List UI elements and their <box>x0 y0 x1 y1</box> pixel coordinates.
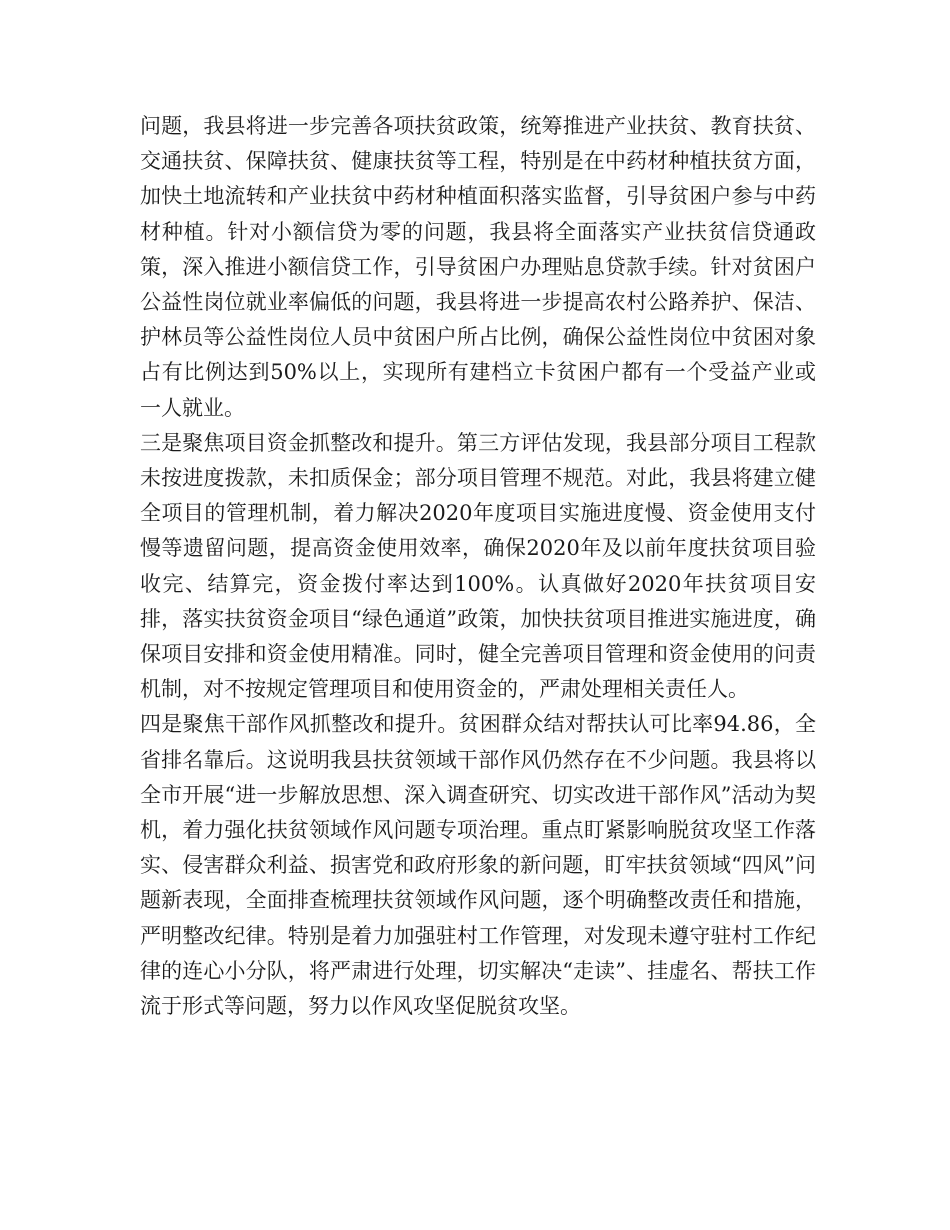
paragraph-cadre-conduct: 四是聚焦干部作风抓整改和提升。贫困群众结对帮扶认可比率94.86，全省排名靠后。这说明我县扶贫领域干部作风仍然存在不少问题。我县将以全市开展“进一步解放思想、深入调查研究、切实改进干部作风”活动为契机，着力强化扶贫领域作风问题专项治理。重点盯紧影响脱贫攻坚工作落实、侵害群众利益、损害党和政府形象的新问题，盯牢扶贫领域“四风”问题新表现，全面排查梳理扶贫领域作风问题，逐个明确整改责任和措施，严明整改纪律。特别是着力加强驻村工作管理，对发现未遵守驻村工作纪律的连心小分队，将严肃进行处理，切实解决“走读”、挂虚名、帮扶工作流于形式等问题，努力以作风攻坚促脱贫攻坚。 <box>140 712 816 1019</box>
document-body <box>140 109 816 1024</box>
paragraph-continued-problem-fixes: 问题，我县将进一步完善各项扶贫政策，统筹推进产业扶贫、教育扶贫、交通扶贫、保障扶贫、健康扶贫等工程，特别是在中药材种植扶贫方面，加快土地流转和产业扶贫中药材种植面积落实监督，引导贫困户参与中药材种植。针对小额信贷为零的问题，我县将全面落实产业扶贫信贷通政策，深入推进小额信贷工作，引导贫困户办理贴息贷款手续。针对贫困户公益性岗位就业率偏低的问题，我县将进一步提高农村公路养护、保洁、护林员等公益性岗位人员中贫困户所占比例，确保公益性岗位中贫困对象占有比例达到50%以上，实现所有建档立卡贫困户都有一个受益产业或一人就业。 <box>140 114 816 420</box>
paragraph-project-funds: 三是聚焦项目资金抓整改和提升。第三方评估发现，我县部分项目工程款未按进度拨款，未扣质保金；部分项目管理不规范。对此，我县将建立健全项目的管理机制，着力解决2020年度项目实施进度慢、资金使用支付慢等遗留问题，提高资金使用效率，确保2020年及以前年度扶贫项目验收完、结算完，资金拨付率达到100%。认真做好2020年扶贫项目安排，落实扶贫资金项目“绿色通道”政策，加快扶贫项目推进实施进度，确保项目安排和资金使用精准。同时，健全完善项目管理和资金使用的问责机制，对不按规定管理项目和使用资金的，严肃处理相关责任人。 <box>140 430 816 702</box>
